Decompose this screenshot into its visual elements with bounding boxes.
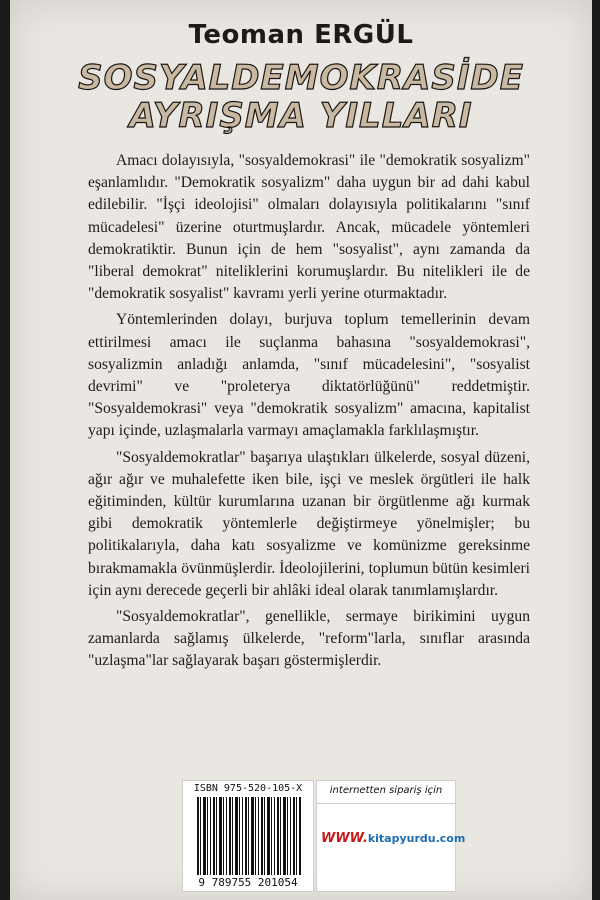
book-title-line-2: AYRIŞMA YILLARI bbox=[129, 96, 473, 136]
barcode-icon bbox=[197, 797, 301, 875]
logo-domain: kitapyurdu.com bbox=[367, 832, 466, 845]
paragraph: "Sosyaldemokratlar" başarıya ulaştıkları ülkelerde, sosyal düzeni, ağır ağır ve muhalefette iken bile, işçi ve meslek örgütleri ile halk eğitiminden, kültür kurumlarına uzanan bir örgütlenme ağı kurmak gibi demokratik yöntemlerle değiştirmeye yönelmişler; bu politikalarıyla, daha katı sosyalizme ve komünizme gereksinme bırakmamakla övünmüşlerdir. İdeolojilerini, toplumun bütün kesimleri için aynı derecede geçerli bir ahlâki ideal olarak tanımlamışlardır. bbox=[88, 448, 530, 599]
book-title-line-1: SOSYALDEMOKRASİDE bbox=[78, 58, 524, 98]
paragraph: Amacı dolayısıyla, "sosyaldemokrasi" ile "demokratik sosyalizm" eşanlamlıdır. "Demokratik sosyalizm" daha uygun bir ad dahi kabul edilebilir. "İşçi ideolojisi" olmaları dolayısıyla politikalarını "sınıf mücadelesi" üzerine oturtmuşlardır. Ancak, mücadele yöntemleri demokratiktir. Bunun için de hem "sosyalist", aynı zamanda da "liberal demokrat" niteliklerini korumuşlardır. Bu nitelikleri ile de "demokratik sosyalist" kavramı yerli yerine oturmaktadır. bbox=[88, 152, 530, 303]
isbn-label: ISBN 975-520-105-X bbox=[193, 783, 303, 794]
order-panel bbox=[316, 780, 466, 892]
author-name: Teoman ERGÜL bbox=[188, 20, 414, 50]
barcode-digits: 9 789755 201054 bbox=[183, 876, 313, 889]
logo-www: WWW. bbox=[321, 831, 368, 846]
divider bbox=[317, 803, 455, 804]
book-back-cover bbox=[10, 0, 592, 900]
paragraph: Yöntemlerinden dolayı, burjuva toplum temellerinin devam ettirilmesi amacı ile suçlanma bahasına "sosyaldemokrasi", sosyalizmin anladığı anlamda, "sınıf mücadelesini", "sosyalist devrimi" ve "proleterya diktatörlüğünü" reddetmiştir. "Sosyaldemokrasi" veya "demokratik sosyalizm" amacına, kapitalist yapı içinde, uzlaşmalarla varmayı amaçlamakla farklılaşmıştır. bbox=[88, 311, 530, 440]
paragraph: "Sosyaldemokratlar", genellikle, sermaye birikimini uygun zamanlarda sağlamış ülkelerde, "reform"larla, sınıflar arasında "uzlaşma"lar sağlayarak başarı göstermişlerdir. bbox=[88, 608, 530, 670]
blurb-text bbox=[88, 150, 530, 677]
barcode-panel bbox=[182, 780, 314, 892]
kitapyurdu-logo[interactable] bbox=[321, 831, 466, 846]
order-label: internetten sipariş için bbox=[329, 785, 443, 796]
